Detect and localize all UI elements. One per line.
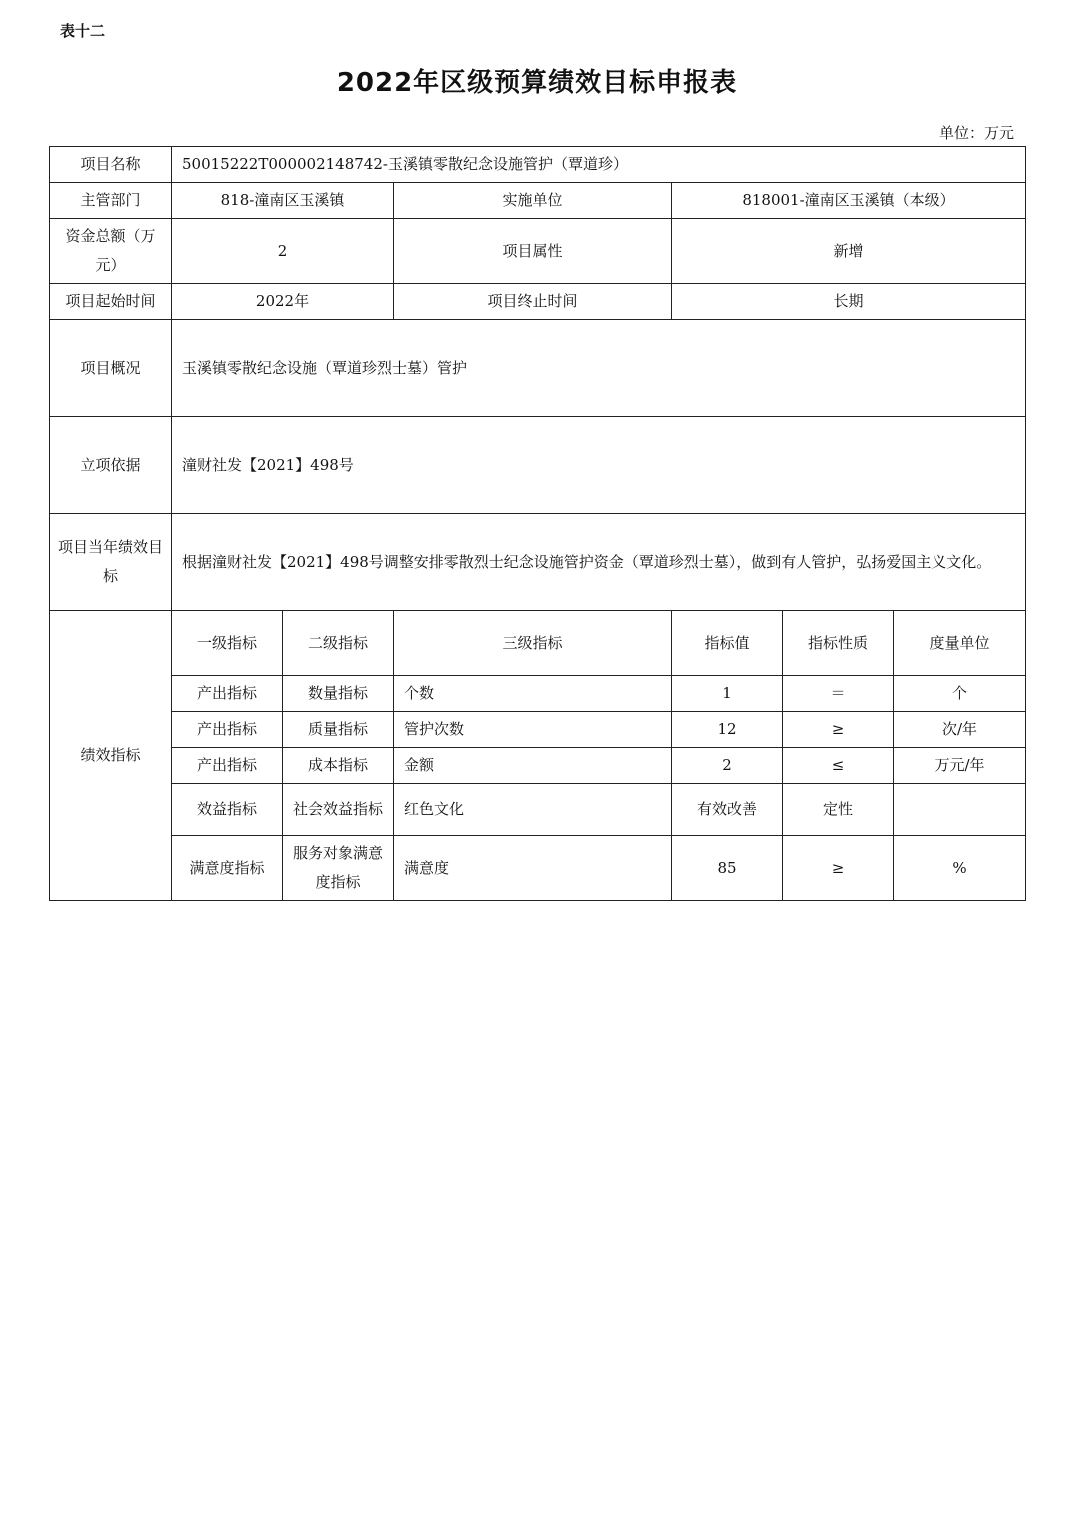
indicator-nature: ≥ (783, 836, 894, 901)
fund-value: 2 (172, 219, 394, 284)
overview-value: 玉溪镇零散纪念设施（覃道珍烈士墓）管护 (172, 320, 1026, 417)
indicator-header: 三级指标 (394, 611, 672, 676)
dept-value: 818-潼南区玉溪镇 (172, 183, 394, 219)
indicator-level1: 产出指标 (172, 748, 283, 784)
indicator-header: 指标性质 (783, 611, 894, 676)
goal-value: 根据潼财社发【2021】498号调整安排零散烈士纪念设施管护资金（覃道珍烈士墓），做到有人管护，弘扬爱国主义文化。 (172, 514, 1026, 611)
indicator-row (50, 748, 1026, 784)
basis-label: 立项依据 (50, 417, 172, 514)
project-name-label: 项目名称 (50, 147, 172, 183)
row-goal (50, 514, 1026, 611)
row-fund (50, 219, 1026, 284)
indicator-level2: 数量指标 (283, 676, 394, 712)
indicator-row (50, 784, 1026, 836)
indicator-level1: 效益指标 (172, 784, 283, 836)
project-name-value: 50015222T000002148742-玉溪镇零散纪念设施管护（覃道珍） (172, 147, 1026, 183)
indicator-nature: 定性 (783, 784, 894, 836)
indicator-header: 度量单位 (894, 611, 1026, 676)
indicators-section-label: 绩效指标 (50, 611, 172, 901)
indicator-unit: % (894, 836, 1026, 901)
indicator-row (50, 676, 1026, 712)
end-label: 项目终止时间 (394, 284, 672, 320)
indicator-level3: 红色文化 (394, 784, 672, 836)
row-overview (50, 320, 1026, 417)
indicator-nature: ≤ (783, 748, 894, 784)
attr-label: 项目属性 (394, 219, 672, 284)
indicator-row (50, 836, 1026, 901)
indicator-header-row (50, 611, 1026, 676)
unit-note: 单位：万元 (938, 124, 1014, 142)
indicator-level1: 产出指标 (172, 676, 283, 712)
indicator-level1: 产出指标 (172, 712, 283, 748)
fund-label: 资金总额（万元） (50, 219, 172, 284)
indicator-header: 二级指标 (283, 611, 394, 676)
page-title: 2022年区级预算绩效目标申报表 (336, 68, 738, 98)
indicator-level2: 服务对象满意度指标 (283, 836, 394, 901)
row-period (50, 284, 1026, 320)
indicator-level2: 社会效益指标 (283, 784, 394, 836)
indicator-level3: 个数 (394, 676, 672, 712)
indicator-value: 2 (672, 748, 783, 784)
indicator-level3: 满意度 (394, 836, 672, 901)
row-project-name (50, 147, 1026, 183)
indicator-header: 一级指标 (172, 611, 283, 676)
dept-label: 主管部门 (50, 183, 172, 219)
overview-label: 项目概况 (50, 320, 172, 417)
indicator-nature: ＝ (783, 676, 894, 712)
indicator-level1: 满意度指标 (172, 836, 283, 901)
attr-value: 新增 (672, 219, 1026, 284)
indicator-unit (894, 784, 1026, 836)
indicator-nature: ≥ (783, 712, 894, 748)
indicator-value: 1 (672, 676, 783, 712)
indicator-value: 85 (672, 836, 783, 901)
table-number: 表十二 (60, 22, 106, 40)
indicator-value: 有效改善 (672, 784, 783, 836)
indicator-level2: 成本指标 (283, 748, 394, 784)
end-value: 长期 (672, 284, 1026, 320)
indicator-unit: 万元/年 (894, 748, 1026, 784)
impl-label: 实施单位 (394, 183, 672, 219)
goal-label: 项目当年绩效目标 (50, 514, 172, 611)
indicator-unit: 个 (894, 676, 1026, 712)
budget-report-table (49, 146, 1026, 901)
basis-value: 潼财社发【2021】498号 (172, 417, 1026, 514)
indicator-level2: 质量指标 (283, 712, 394, 748)
row-department (50, 183, 1026, 219)
start-value: 2022年 (172, 284, 394, 320)
indicator-unit: 次/年 (894, 712, 1026, 748)
start-label: 项目起始时间 (50, 284, 172, 320)
impl-value: 818001-潼南区玉溪镇（本级） (672, 183, 1026, 219)
indicator-row (50, 712, 1026, 748)
indicator-level3: 管护次数 (394, 712, 672, 748)
indicator-value: 12 (672, 712, 783, 748)
indicator-level3: 金额 (394, 748, 672, 784)
indicator-header: 指标值 (672, 611, 783, 676)
row-basis (50, 417, 1026, 514)
